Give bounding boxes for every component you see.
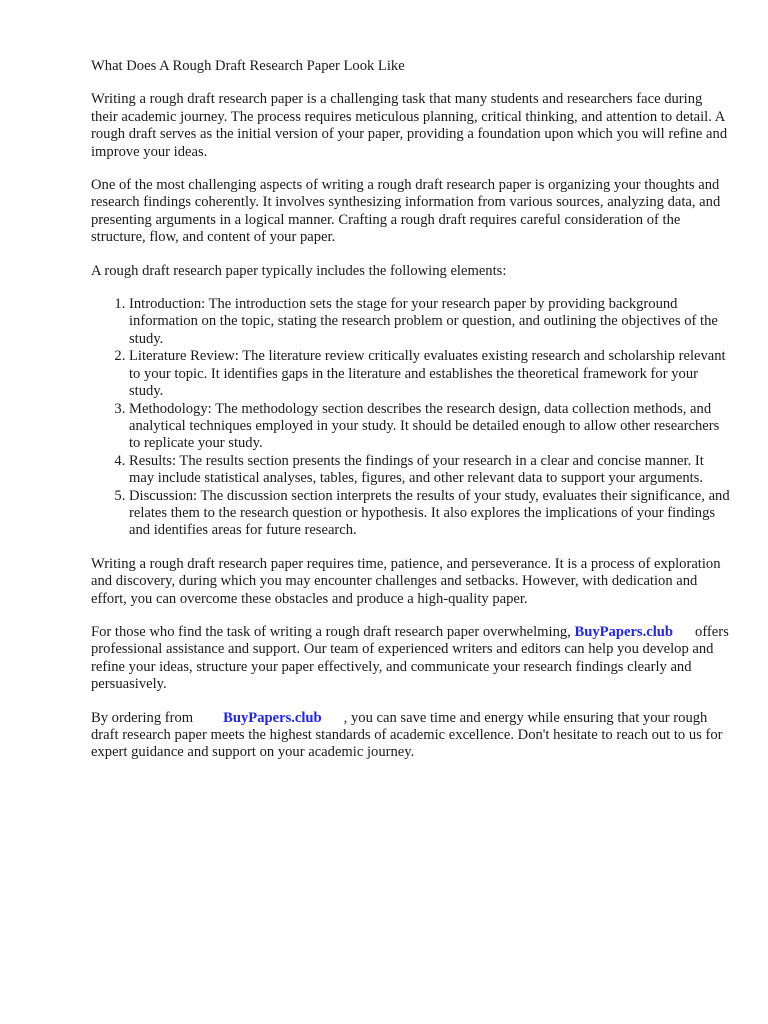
list-item-introduction: 1. Introduction: The introduction sets the stage for your research paper by providing background information on the topic, stating the research problem or question, and outlining the objectives of the study. xyxy=(129,296,731,348)
assistance-paragraph xyxy=(91,624,731,694)
document-page xyxy=(91,58,731,778)
elements-list xyxy=(91,296,731,540)
buypapers-link-1[interactable]: BuyPapers.club xyxy=(574,623,674,640)
buypapers-link-2[interactable]: BuyPapers.club xyxy=(223,709,322,726)
list-item-discussion: 5. Discussion: The discussion section interprets the results of your study, evaluates their significance, and relates them to the research question or hypothesis. It also explores the implications of your findings and identifies areas for future research. xyxy=(129,488,731,540)
intro-paragraph: Writing a rough draft research paper is a challenging task that many students and researchers face during their academic journey. The process requires meticulous planning, critical thinking, and attention to detail. A rough draft serves as the initial version of your paper, providing a foundation upon which you will refine and improve your ideas. xyxy=(91,91,728,160)
list-intro: A rough draft research paper typically includes the following elements: xyxy=(91,262,507,279)
list-item-literature-review: 2. Literature Review: The literature review critically evaluates existing research and scholarship relevant to your topic. It identifies gaps in the literature and establishes the theoretical framework for your study. xyxy=(129,348,731,400)
ordering-text-after: , you can save time and energy while ensuring that your rough draft research paper meets the highest standards of academic excellence. Don't hesitate to reach out to us for expert guidance and support on your academic journey. xyxy=(91,709,723,761)
ordering-paragraph xyxy=(91,710,731,762)
document-title: What Does A Rough Draft Research Paper Look Like xyxy=(91,58,405,74)
assistance-text-before: For those who find the task of writing a rough draft research paper overwhelming, xyxy=(91,623,571,640)
challenges-paragraph: One of the most challenging aspects of writing a rough draft research paper is organizing your thoughts and research findings coherently. It involves synthesizing information from various sources, analyzing data, and presenting arguments in a logical manner. Crafting a rough draft requires careful consideration of the structure, flow, and content of your paper. xyxy=(91,177,721,246)
list-item-methodology: 3. Methodology: The methodology section describes the research design, data collection methods, and analytical techniques employed in your study. It should be detailed enough to allow other researchers to replicate your study. xyxy=(129,401,731,453)
assistance-text-after: offers professional assistance and support. Our team of experienced writers and editors can help you develop and refine your ideas, structure your paper effectively, and communicate your research findings clearly and persuasively. xyxy=(91,623,729,693)
ordering-text-before: By ordering from xyxy=(91,709,194,726)
list-item-results: 4. Results: The results section presents the findings of your research in a clear and concise manner. It may include statistical analyses, tables, figures, and other relevant data to support your arguments. xyxy=(129,453,731,488)
perseverance-paragraph: Writing a rough draft research paper requires time, patience, and perseverance. It is a process of exploration and discovery, during which you may encounter challenges and setbacks. However, with dedication and effort, you can overcome these obstacles and produce a high-quality paper. xyxy=(91,555,721,607)
